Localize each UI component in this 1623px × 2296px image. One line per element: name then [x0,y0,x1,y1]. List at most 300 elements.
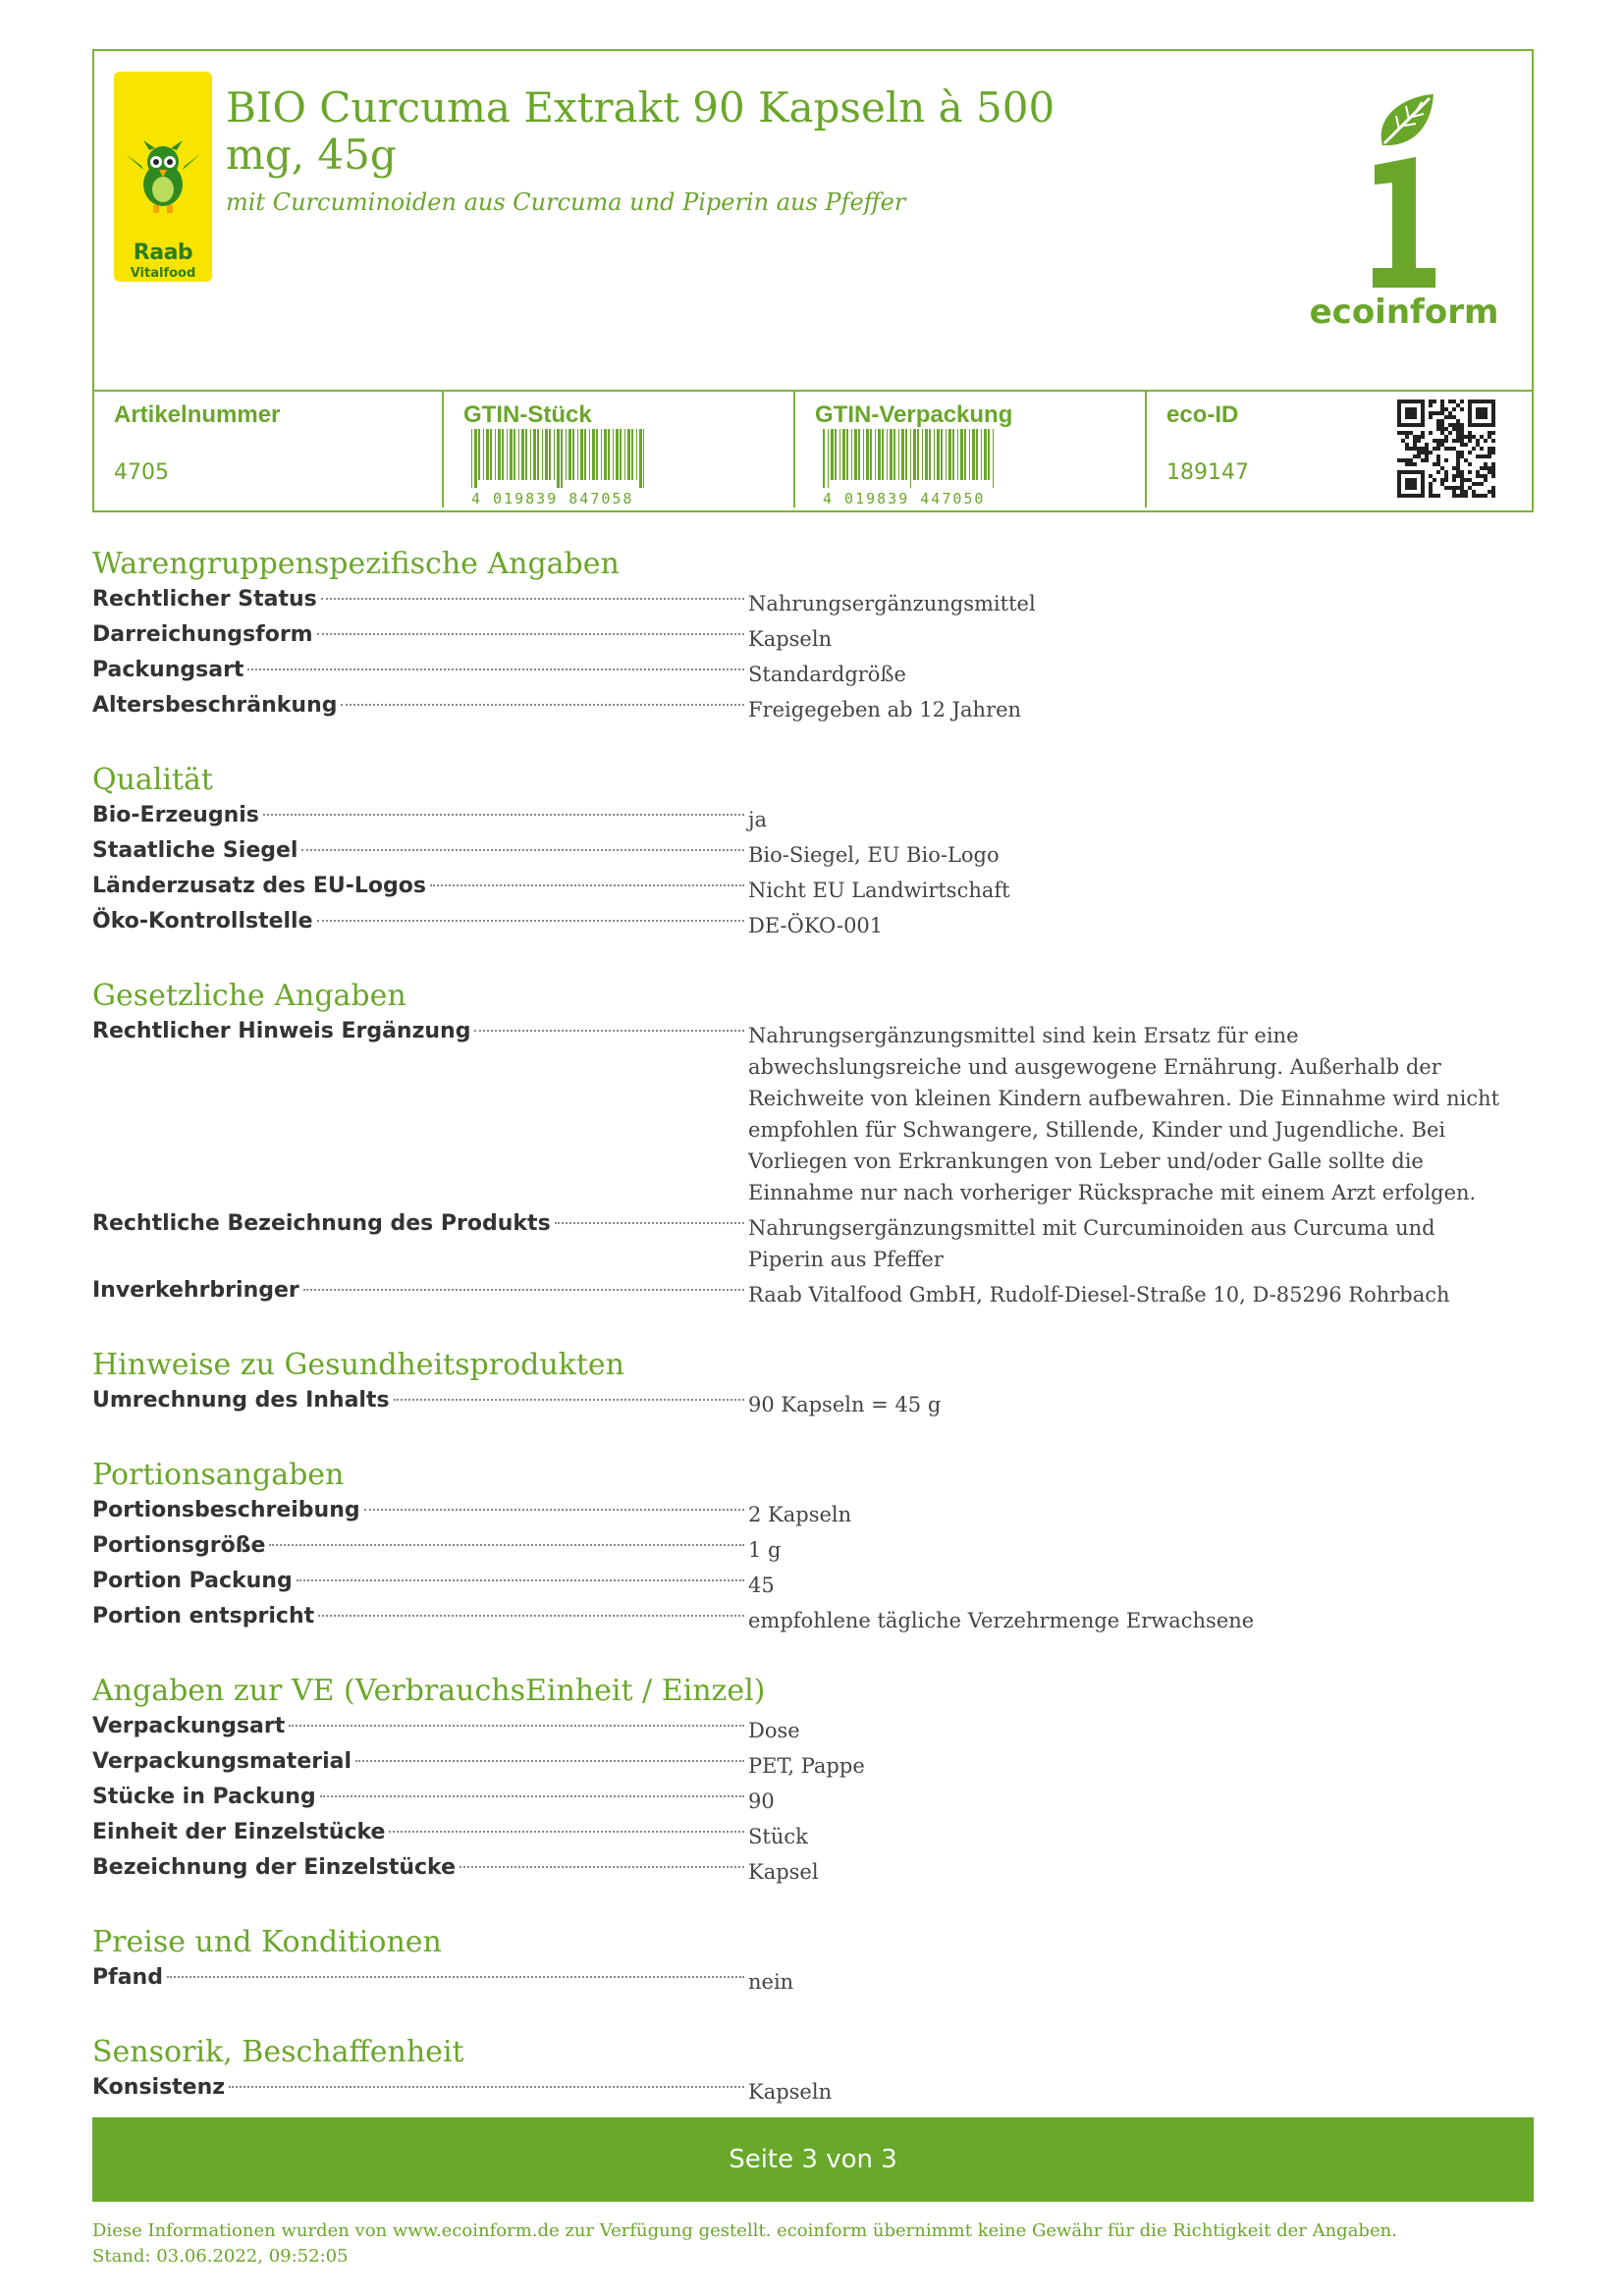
dot-leader [247,668,744,670]
qr-module [1413,411,1417,415]
qr-module [1460,470,1464,474]
qr-module [1413,443,1417,447]
qr-module [1476,494,1480,498]
qr-module [1433,439,1436,443]
field-value: Nahrungsergänzungsmittel [748,592,1036,615]
qr-module [1456,403,1460,407]
qr-module [1484,466,1488,470]
qr-module [1476,439,1480,443]
qr-module [1421,400,1425,403]
qr-module [1488,423,1491,427]
qr-module [1440,482,1444,486]
qr-module [1413,494,1417,498]
qr-module [1444,474,1448,478]
qr-module [1484,411,1488,415]
qr-module [1480,494,1484,498]
barcode-bar [925,429,928,480]
barcode-bar [870,429,872,480]
dot-leader [460,1866,744,1868]
qr-module [1397,474,1401,478]
qr-module [1397,482,1401,486]
qr-module [1488,470,1491,474]
barcode-bar [988,429,990,480]
dot-leader [263,814,744,816]
qr-module [1448,447,1452,451]
qr-module [1429,451,1433,454]
qr-module [1413,482,1417,486]
qr-module [1421,494,1425,498]
barcode-bar [502,429,504,480]
dot-leader [269,1544,744,1546]
field-row [92,1495,1534,1530]
field-key-wrap [92,1711,748,1746]
barcode-bar [486,429,489,480]
barcode-bar [592,429,595,480]
ecoinform-logo [1306,86,1502,332]
product-subtitle: mit Curcuminoiden aus Curcuma und Piperin aus Pfeffer [226,188,906,216]
dot-leader [364,1509,744,1511]
qr-module [1417,494,1421,498]
qr-module [1429,486,1433,490]
barcode-bar [981,429,982,480]
qr-module [1436,470,1440,474]
qr-module [1417,447,1421,451]
field-value: Nahrungsergänzungsmittel mit Curcuminoiden aus Curcuma und Piperin aus Pfeffer [748,1216,1435,1271]
field-key-wrap [92,1530,748,1566]
barcode-bar [882,429,884,480]
qr-module [1440,403,1444,407]
barcode-bar [863,429,864,480]
field-label: Rechtliche Bezeichnung des Produkts [92,1211,551,1236]
qr-module [1456,427,1460,431]
field-value: 90 [748,1789,775,1813]
barcode-bar [643,429,644,488]
field-row [92,1601,1534,1636]
dot-leader [341,704,744,706]
qr-module [1484,423,1488,427]
qr-module [1421,415,1425,419]
qr-module [1468,451,1472,454]
field-key-wrap [92,1601,748,1636]
qr-module [1421,447,1425,451]
field-row [92,619,1534,655]
field-label: Bio-Erzeugnis [92,803,259,828]
barcode-bar [554,429,555,480]
qr-module [1405,431,1409,435]
qr-module [1491,419,1495,423]
raab-vitalfood-logo [114,72,212,282]
qr-module [1491,407,1495,411]
qr-module [1491,400,1495,403]
qr-module [1472,447,1476,451]
gtin-verpackung-label: GTIN-Verpackung [815,401,1013,428]
qr-module [1409,407,1413,411]
barcode-bar [589,429,590,480]
field-value: empfohlene tägliche Verzehrmenge Erwachsene [748,1609,1255,1632]
barcode-bar [530,429,531,480]
qr-module [1491,470,1495,474]
qr-module [1468,400,1472,403]
field-row [92,800,1534,835]
barcode-bar [533,429,536,480]
dot-leader [318,1615,744,1617]
qr-module [1429,415,1433,419]
barcode-bar [922,429,923,480]
qr-module [1468,478,1472,482]
qr-module [1413,454,1417,458]
qr-module [1397,415,1401,419]
dot-leader [555,1222,744,1224]
qr-module [1464,458,1468,462]
barcode-bar [948,429,951,480]
qr-module [1436,494,1440,498]
section [92,1346,1534,1420]
qr-module [1425,458,1429,462]
qr-module [1397,431,1401,435]
qr-module [1405,411,1409,415]
qr-module [1401,431,1405,435]
qr-module [1397,478,1401,482]
field-key-wrap [92,2072,748,2108]
qr-module [1433,494,1436,498]
qr-module [1480,454,1484,458]
qr-module [1464,435,1468,439]
qr-module [1468,435,1472,439]
field-value: DE-ÖKO-001 [748,914,884,937]
field-row [92,584,1534,619]
qr-module [1401,494,1405,498]
qr-module [1417,470,1421,474]
qr-module [1409,486,1413,490]
field-row [92,906,1534,941]
section [92,1672,1534,1888]
section [92,1923,1534,1998]
product-title: BIO Curcuma Extrakt 90 Kapseln à 500 mg, 45g [226,83,1055,179]
field-label: Portion entspricht [92,1604,315,1629]
field-key-wrap [92,800,748,835]
qr-module [1456,494,1460,498]
qr-module [1491,439,1495,443]
qr-module [1433,400,1436,403]
qr-module [1476,443,1480,447]
qr-module [1476,411,1480,415]
barcode-bar [887,429,888,480]
field-row [92,1385,1534,1420]
field-row [92,1566,1534,1601]
qr-module [1436,447,1440,451]
qr-module [1488,451,1491,454]
qr-module [1444,470,1448,474]
qr-module [1472,482,1476,486]
qr-module [1444,478,1448,482]
section-title: Warengruppenspezifische Angaben [92,547,620,581]
field-row [92,1016,1534,1208]
barcode-bar [934,429,935,480]
qr-module [1460,431,1464,435]
qr-module [1484,439,1488,443]
qr-module [1425,454,1429,458]
qr-module [1429,474,1433,478]
qr-module [1397,470,1401,474]
qr-module [1409,462,1413,466]
field-key-wrap [92,619,748,655]
section [92,545,1534,725]
barcode-bar [483,429,484,480]
qr-module [1456,462,1460,466]
field-value: Dose [748,1719,800,1742]
qr-module [1417,435,1421,439]
barcode-bar [937,429,940,480]
barcode-bar [604,429,607,480]
qr-module [1440,400,1444,403]
qr-module [1444,435,1448,439]
field-row [92,2072,1534,2108]
field-key-wrap [92,1852,748,1888]
qr-module [1413,478,1417,482]
qr-module [1468,415,1472,419]
barcode-bar [639,429,642,488]
qr-module [1464,478,1468,482]
qr-module [1405,443,1409,447]
barcode-bar [613,429,614,480]
qr-module [1480,474,1484,478]
qr-module [1425,451,1429,454]
section [92,977,1534,1310]
qr-module [1452,490,1456,494]
barcode-bar [952,429,954,480]
field-label: Konsistenz [92,2075,226,2100]
qr-module [1444,458,1448,462]
qr-module [1401,458,1405,462]
eco-id-cell [1147,392,1392,514]
qr-module [1484,474,1488,478]
qr-module [1460,443,1464,447]
qr-module [1409,470,1413,474]
dot-leader [321,598,744,600]
barcode-bar [957,429,958,480]
qr-module [1452,474,1456,478]
qr-module [1460,486,1464,490]
field-label: Packungsart [92,658,244,682]
field-key-wrap [92,584,748,619]
qr-module [1421,482,1425,486]
qr-module [1452,478,1456,482]
qr-module [1456,466,1460,470]
field-label: Stücke in Packung [92,1785,316,1809]
qr-module [1468,423,1472,427]
qr-module [1452,423,1456,427]
artikelnummer-value: 4705 [114,460,169,485]
qr-module [1488,435,1491,439]
header-box [92,49,1534,512]
logo-brand: Raab [133,240,193,265]
qr-module [1460,478,1464,482]
qr-module [1409,411,1413,415]
content-area [92,545,1534,2143]
dot-leader [301,849,744,851]
barcode-bar [471,429,472,488]
barcode-bar [474,429,477,488]
barcode-bar [584,429,586,480]
qr-module [1488,447,1491,451]
section-title: Hinweise zu Gesundheitsprodukten [92,1348,624,1382]
dot-leader [229,2086,744,2088]
barcode-bar [941,429,943,480]
qr-module [1491,403,1495,407]
qr-module [1421,458,1425,462]
qr-module [1397,490,1401,494]
dot-leader [303,1289,744,1291]
qr-module [1444,486,1448,490]
gtin-verpackung-barcode [823,429,996,488]
qr-module [1421,431,1425,435]
qr-module [1417,451,1421,454]
barcode-bar [851,429,852,480]
qr-module [1491,494,1495,498]
qr-module [1405,435,1409,439]
field-value: Stück [748,1825,808,1848]
barcode-bar [905,429,907,480]
qr-module [1440,419,1444,423]
field-key-wrap [92,655,748,690]
qr-module [1409,415,1413,419]
barcode-bar [890,429,893,480]
gtin-stueck-barcode [471,429,644,488]
barcode-bar [901,429,904,480]
qr-module [1480,407,1484,411]
qr-module [1460,494,1464,498]
section-title: Gesetzliche Angaben [92,979,406,1013]
barcode-bar [545,429,548,480]
qr-module [1456,451,1460,454]
qr-module [1484,407,1488,411]
qr-module [1488,466,1491,470]
qr-module [1491,431,1495,435]
qr-module [1429,490,1433,494]
field-value: 1 g [748,1538,782,1562]
field-key-wrap [92,1208,748,1275]
qr-module [1472,494,1476,498]
qr-module [1456,470,1460,474]
field-key-wrap [92,690,748,725]
page-indicator: Seite 3 von 3 [92,2117,1534,2202]
qr-module [1491,486,1495,490]
qr-module [1440,478,1444,482]
field-label: Rechtlicher Status [92,587,317,612]
qr-module [1456,419,1460,423]
qr-module [1409,478,1413,482]
field-row [92,1275,1534,1310]
field-row [92,1962,1534,1998]
gtin-stueck-cell [444,392,793,514]
field-key-wrap [92,906,748,941]
field-value: 45 [748,1574,775,1597]
qr-module [1452,447,1456,451]
gtin-verpackung-number: 4 019839 447050 [823,490,986,507]
qr-module [1444,415,1448,419]
qr-module [1421,474,1425,478]
field-label: Bezeichnung der Einzelstücke [92,1855,457,1880]
qr-module [1488,454,1491,458]
field-label: Portionsgröße [92,1533,266,1558]
qr-module [1452,439,1456,443]
qr-module [1397,403,1401,407]
qr-module [1436,419,1440,423]
qr-module [1436,454,1440,458]
qr-module [1405,478,1409,482]
barcode-bar [525,429,527,480]
barcode-bar [507,429,508,480]
qr-module [1405,494,1409,498]
qr-module [1433,447,1436,451]
field-key-wrap [92,871,748,906]
qr-module [1405,407,1409,411]
qr-module [1484,400,1488,403]
barcode-bar [875,429,876,480]
qr-module [1421,435,1425,439]
qr-module [1456,435,1460,439]
barcode-bar [893,429,895,480]
field-key-wrap [92,835,748,871]
qr-module [1405,415,1409,419]
qr-module [1417,423,1421,427]
qr-module [1452,407,1456,411]
barcode-bar [846,429,848,480]
qr-module [1468,439,1472,443]
qr-module [1436,458,1440,462]
qr-module [1476,470,1480,474]
qr-module [1405,470,1409,474]
field-label: Verpackungsart [92,1714,286,1738]
qr-module [1440,423,1444,427]
qr-module [1397,400,1401,403]
section [92,2033,1534,2108]
barcode-bar [616,429,619,480]
qr-module [1397,411,1401,415]
qr-module [1448,431,1452,435]
id-row [94,390,1532,514]
qr-module [1413,415,1417,419]
disclaimer [92,2218,1534,2269]
qr-module [1476,415,1480,419]
qr-module [1444,447,1448,451]
barcode-bar [898,429,899,480]
barcode-bar [608,429,610,480]
field-value: Bio-Siegel, EU Bio-Logo [748,843,1000,867]
dot-leader [317,633,744,635]
qr-module [1405,458,1409,462]
qr-module [1440,427,1444,431]
artikelnummer-label: Artikelnummer [114,401,281,428]
qr-module [1484,462,1488,466]
qr-module [1456,474,1460,478]
qr-module [1417,439,1421,443]
qr-module [1440,411,1444,415]
field-row [92,1817,1534,1852]
field-value: PET, Pappe [748,1754,865,1778]
eco-id-value: 189147 [1166,460,1249,485]
qr-module [1397,423,1401,427]
barcode-bar [627,429,630,480]
qr-module [1460,482,1464,486]
qr-module [1433,411,1436,415]
barcode-bar [823,429,825,488]
qr-module [1476,454,1480,458]
field-key-wrap [92,1566,748,1601]
barcode-bar [929,429,931,480]
field-row [92,1746,1534,1782]
qr-module [1448,411,1452,415]
